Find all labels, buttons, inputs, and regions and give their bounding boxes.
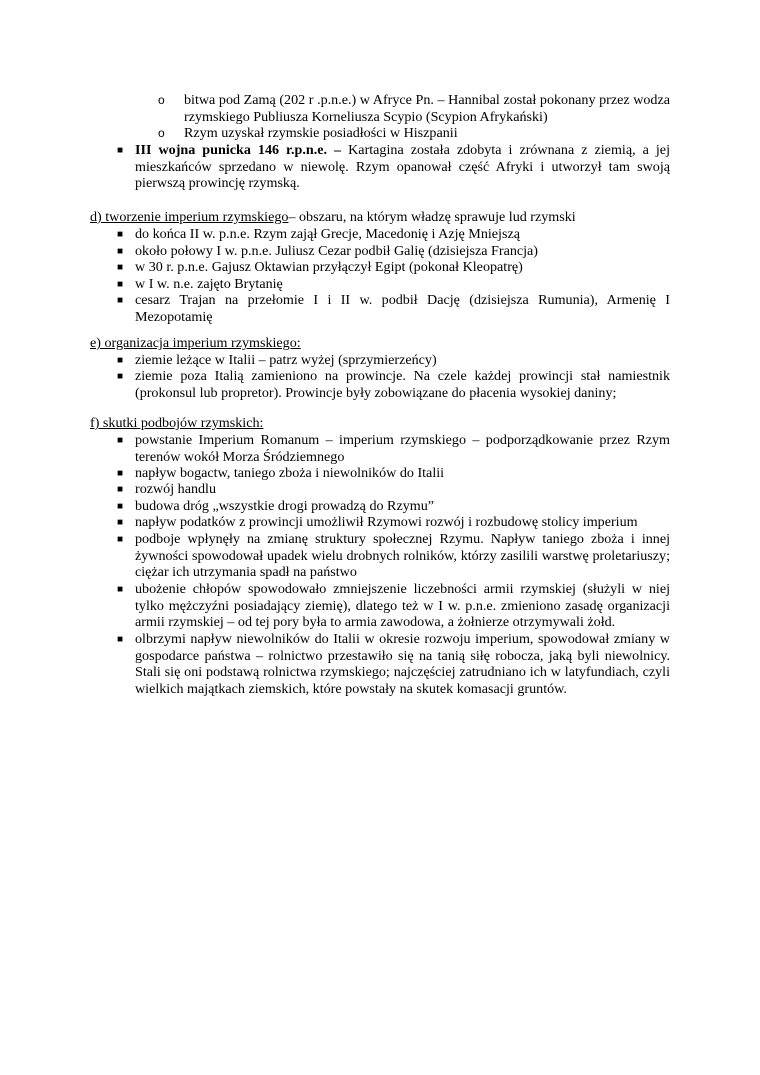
square-bullet-icon: ■ xyxy=(117,279,124,290)
list-item-text: podboje wpłynęły na zmianę struktury społecznej Rzymu. Napływ taniego zboża i innej żywności spowodował upadek wielu drobnych rolników, którzy zasilili warstwę proletariuszy; ciężar ich utrzymania spadł na państwo xyxy=(135,531,670,581)
list-item xyxy=(117,259,670,276)
list-item xyxy=(117,432,670,465)
circle-bullet-icon: o xyxy=(158,93,165,107)
square-bullet-icon: ■ xyxy=(117,484,124,495)
square-bullet-icon: ■ xyxy=(117,355,124,366)
list-item-text: napływ podatków z prowincji umożliwił Rzymowi rozwój i rozbudowę stolicy imperium xyxy=(135,514,638,530)
square-bullet-icon: ■ xyxy=(117,145,124,156)
list-item-text: bitwa pod Zamą (202 r .p.n.e.) w Afryce Pn. – Hannibal został pokonany przez wodza rzymskiego Publiusza Korneliusza Scypio (Scypion Afrykański) xyxy=(184,92,670,125)
square-bullet-icon: ■ xyxy=(117,262,124,273)
list-item-text: powstanie Imperium Romanum – imperium rzymskiego – podporządkowanie przez Rzym terenów wokół Morza Śródziemnego xyxy=(135,432,670,465)
section-heading-d xyxy=(90,209,576,226)
list-item xyxy=(117,465,670,482)
third-punic-war-text: Kartagina została zdobyta i zrównana z ziemią, a jej mieszkańców sprzedano w niewolę. Rzym opanował część Afryki i utworzył tam swoją pierwszą prowincję rzymską. xyxy=(135,142,670,192)
section-heading-e xyxy=(90,335,301,352)
circle-bullet-icon: o xyxy=(158,126,165,140)
list-item-text: budowa dróg „wszystkie drogi prowadzą do Rzymu” xyxy=(135,498,435,514)
list-item-text: ubożenie chłopów spowodowało zmniejszenie liczebności armii rzymskiej (służyli w niej tylko mężczyźni posiadający ziemię), dlatego też w I w. p.n.e. zmieniono zasadę organizacji armii rzymskiej – od tej pory była to armia zawodowa, a żołnierze otrzymywali żołd. xyxy=(135,581,670,631)
square-bullet-icon: ■ xyxy=(117,584,124,595)
section-heading-f-title: f) skutki podbojów rzymskich: xyxy=(90,415,264,431)
square-bullet-icon: ■ xyxy=(117,501,124,512)
section-heading-d-rest: – obszaru, na którym władzę sprawuje lud rzymski xyxy=(288,209,576,225)
list-item-text xyxy=(135,142,670,192)
list-item xyxy=(117,142,670,192)
section-heading-d-title: d) tworzenie imperium rzymskiego xyxy=(90,209,289,225)
third-punic-war-label: III wojna punicka 146 r.p.n.e. – xyxy=(135,142,342,158)
list-item xyxy=(117,352,670,369)
list-item-text: w I w. n.e. zajęto Brytanię xyxy=(135,276,283,292)
list-item xyxy=(117,226,670,243)
list-item xyxy=(117,514,670,531)
list-item-text: do końca II w. p.n.e. Rzym zajął Grecje, Macedonię i Azję Mniejszą xyxy=(135,226,520,242)
square-bullet-icon: ■ xyxy=(117,371,124,382)
list-item-text: cesarz Trajan na przełomie I i II w. podbił Dację (dzisiejsza Rumunia), Armenię I Mezopotamię xyxy=(135,292,670,325)
list-item xyxy=(117,368,670,401)
square-bullet-icon: ■ xyxy=(117,435,124,446)
list-item-text: olbrzymi napływ niewolników do Italii w okresie rozwoju imperium, spowodował zmiany w gospodarce państwa – rolnictwo przestawiło się na tanią siłę robocza, jaką byli niewolnicy. Stali się oni podstawą rolnictwa rzymskiego; najczęściej zatrudniano ich w latyfundiach, czyli wielkich majątkach ziemskich, które powstały na skutek komasacji gruntów. xyxy=(135,631,670,697)
square-bullet-icon: ■ xyxy=(117,468,124,479)
list-item-text: Rzym uzyskał rzymskie posiadłości w Hiszpanii xyxy=(184,125,458,141)
square-bullet-icon: ■ xyxy=(117,634,124,645)
square-bullet-icon: ■ xyxy=(117,534,124,545)
section-heading-f xyxy=(90,415,263,432)
list-item xyxy=(117,498,670,515)
square-bullet-icon: ■ xyxy=(117,246,124,257)
list-item-text: napływ bogactw, taniego zboża i niewolników do Italii xyxy=(135,465,445,481)
list-item xyxy=(117,631,670,697)
list-item xyxy=(117,276,670,293)
list-item xyxy=(158,92,670,125)
list-item xyxy=(117,531,670,581)
square-bullet-icon: ■ xyxy=(117,229,124,240)
list-item xyxy=(117,581,670,631)
list-item-text: około połowy I w. p.n.e. Juliusz Cezar podbił Galię (dzisiejsza Francja) xyxy=(135,243,538,259)
list-item-text: w 30 r. p.n.e. Gajusz Oktawian przyłączył Egipt (pokonał Kleopatrę) xyxy=(135,259,523,275)
square-bullet-icon: ■ xyxy=(117,295,124,306)
list-item xyxy=(117,292,670,325)
section-heading-e-title: e) organizacja imperium rzymskiego: xyxy=(90,335,301,351)
list-item xyxy=(117,243,670,260)
list-item xyxy=(117,481,670,498)
square-bullet-icon: ■ xyxy=(117,517,124,528)
list-item-text: rozwój handlu xyxy=(135,481,217,497)
list-item-text: ziemie poza Italią zamieniono na prowincje. Na czele każdej prowincji stał namiestnik (prokonsul lub propretor). Prowincje były zobowiązane do płacenia wysokiej daniny; xyxy=(135,368,670,401)
list-item-text: ziemie leżące w Italii – patrz wyżej (sprzymierzeńcy) xyxy=(135,352,437,368)
list-item xyxy=(158,125,670,142)
